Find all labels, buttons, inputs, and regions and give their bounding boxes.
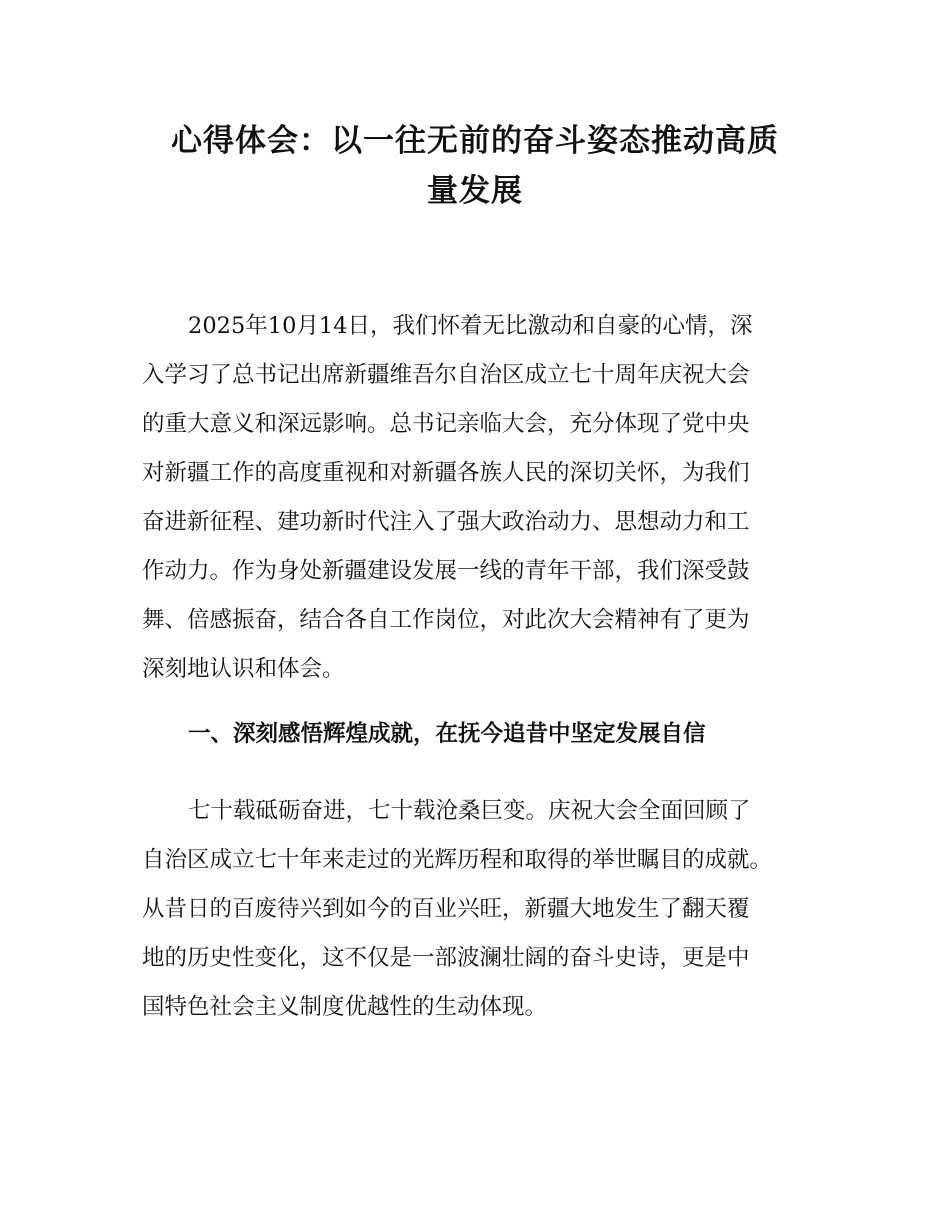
paragraph-line: 从昔日的百废待兴到如今的百业兴旺，新疆大地发生了翻天覆 (142, 896, 750, 922)
paragraph-line: 七十载砥砺奋进，七十载沧桑巨变。庆祝大会全面回顾了 (188, 798, 751, 824)
paragraph-line: 作动力。作为身处新疆建设发展一线的青年干部，我们深受鼓 (142, 558, 750, 584)
paragraph-line: 深刻地认识和体会。 (142, 656, 345, 682)
paragraph-line: 舞、倍感振奋，结合各自工作岗位，对此次大会精神有了更为 (142, 607, 750, 633)
paragraph-line: 的重大意义和深远影响。总书记亲临大会，充分体现了党中央 (142, 411, 750, 437)
paragraph-intro (142, 302, 822, 694)
paragraph-line: 地的历史性变化，这不仅是一部波澜壮阔的奋斗史诗，更是中 (142, 945, 750, 971)
title-line: 量发展 (427, 173, 523, 209)
paragraph-line: 自治区成立七十年来走过的光辉历程和取得的举世瞩目的成就。 (142, 847, 773, 873)
paragraph-line: 奋进新征程、建功新时代注入了强大政治动力、思想动力和工 (142, 509, 750, 535)
paragraph-line: 2025年10月14日，我们怀着无比激动和自豪的心情，深 (188, 313, 753, 339)
title-line: 心得体会：以一往无前的奋斗姿态推动高质 (171, 123, 779, 159)
paragraph-section-one (142, 787, 822, 1032)
document-title (120, 116, 830, 216)
paragraph-line: 入学习了总书记出席新疆维吾尔自治区成立七十周年庆祝大会 (142, 362, 750, 388)
paragraph-line: 对新疆工作的高度重视和对新疆各族人民的深切关怀，为我们 (142, 460, 750, 486)
paragraph-line: 国特色社会主义制度优越性的生动体现。 (142, 994, 548, 1020)
section-heading: 一、深刻感悟辉煌成就，在抚今追昔中坚定发展自信 (188, 721, 706, 747)
